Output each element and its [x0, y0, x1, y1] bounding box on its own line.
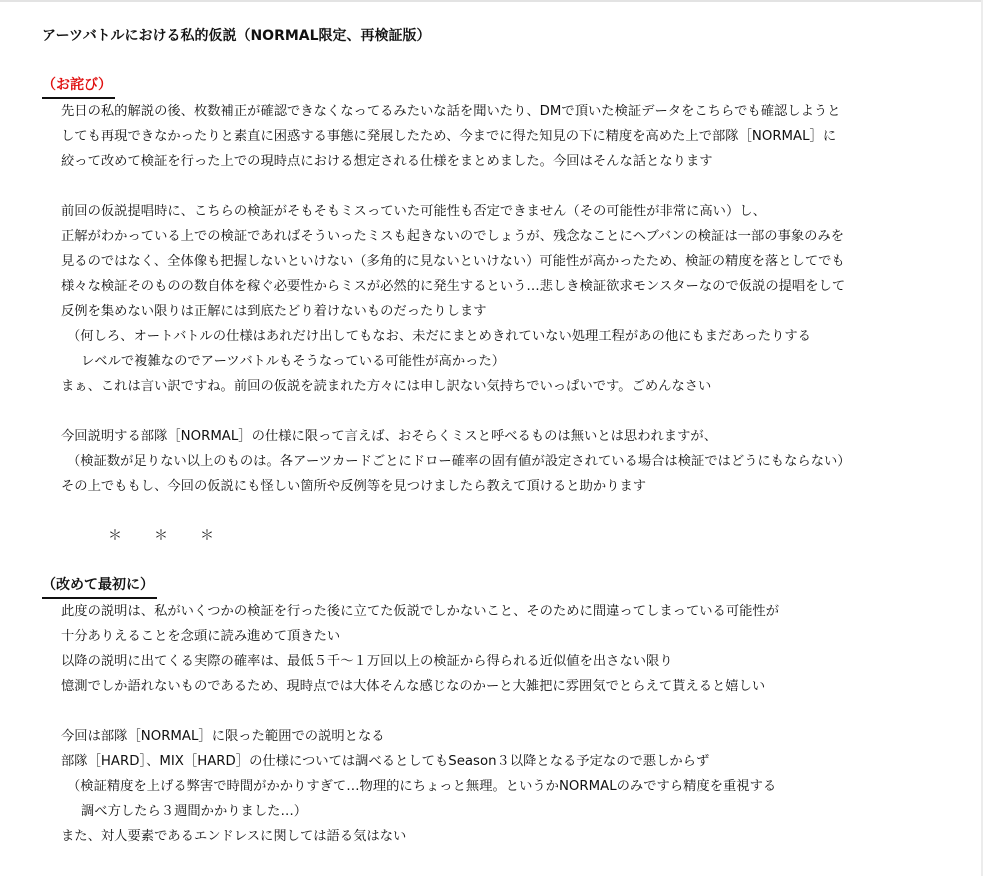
- paragraph-line: 十分ありえることを念頭に読み進めて頂きたい: [61, 629, 341, 644]
- paragraph-line: その上でももし、今回の仮説にも怪しい箇所や反例等を見つけましたら教えて頂けると助かります: [61, 479, 647, 494]
- paragraph-line: 見るのではなく、全体像も把握しないといけない（多角的に見ないといけない）可能性が高かったため、検証の精度を落としてでも: [61, 254, 845, 269]
- paragraph-line: 此度の説明は、私がいくつかの検証を行った後に立てた仮説でしかないこと、そのために間違ってしまっている可能性が: [61, 604, 780, 619]
- paragraph-line: 反例を集めない限りは正解には到底たどり着けないものだったりします: [61, 304, 487, 319]
- paragraph-line: （何しろ、オートバトルの仕様はあれだけ出してもなお、未だにまとめきれていない処理工程があの他にもまだあったりする: [67, 329, 811, 344]
- section-separator: [42, 524, 977, 549]
- paragraph-line: まぁ、これは言い訳ですね。前回の仮説を読まれた方々には申し訳ない気持ちでいっぱいです。ごめんなさい: [61, 379, 712, 394]
- paragraph-line: しても再現できなかったりと素直に困惑する事態に発展したため、今までに得た知見の下に精度を高めた上で部隊［NORMAL］に: [61, 129, 837, 144]
- paragraph-line: 前回の仮説提唱時に、こちらの検証がそもそもミスっていた可能性も否定できません（その可能性が非常に高い）し、: [61, 204, 766, 219]
- paragraph-line: レベルで複雑なのでアーツバトルもそうなっている可能性が高かった）: [81, 354, 506, 369]
- blank-line: [42, 174, 977, 199]
- section-heading-intro: （改めて最初に）: [42, 574, 157, 599]
- paragraph-line: 今回は部隊［NORMAL］に限った範囲での説明となる: [61, 729, 385, 744]
- paragraph-line: 絞って改めて検証を行った上での現時点における想定される仕様をまとめました。今回はそんな話となります: [61, 154, 713, 169]
- paragraph-line: 部隊［HARD］、MIX［HARD］の仕様については調べるとしてもSeason３以降となる予定なので悪しからず: [61, 754, 710, 769]
- paragraph-line: 調べ方したら３週間かかりました…）: [81, 804, 308, 819]
- page-title: アーツバトルにおける私的仮説（NORMAL限定、再検証版）: [42, 28, 431, 44]
- section-heading-row: [42, 74, 977, 99]
- separator-asterisk: ＊: [108, 528, 122, 544]
- paragraph-line: 様々な検証そのものの数自体を稼ぐ必要性からミスが必然的に発生するという…悲しき検証欲求モンスターなので仮説の提唱をして: [61, 279, 846, 294]
- paragraph-line: 今回説明する部隊［NORMAL］の仕様に限って言えば、おそらくミスと呼べるものは無いとは思われますが、: [61, 429, 717, 444]
- paragraph-line: （検証数が足りない以上のものは。各アーツカードごとにドロー確率の固有値が設定されている場合は検証ではどうにもならない）: [67, 454, 851, 469]
- top-border: [0, 0, 983, 2]
- blank-line: [42, 49, 977, 74]
- blank-line: [42, 549, 977, 574]
- paragraph-line: 先日の私的解説の後、枚数補正が確認できなくなってるみたいな話を聞いたり、DMで頂いた検証データをこちらでも確認しようと: [61, 104, 841, 119]
- blank-line: [42, 499, 977, 524]
- document-body: [42, 24, 977, 849]
- paragraph-line: 以降の説明に出てくる実際の確率は、最低５千～１万回以上の検証から得られる近似値を出さない限り: [61, 654, 673, 669]
- blank-line: [42, 399, 977, 424]
- section-heading-row: [42, 574, 977, 599]
- paragraph-line: （検証精度を上げる弊害で時間がかかりすぎて…物理的にちょっと無理。というかNORMALのみですら精度を重視する: [67, 779, 777, 794]
- separator-asterisk: ＊: [200, 528, 214, 544]
- blank-line: [42, 699, 977, 724]
- paragraph-line: 憶測でしか語れないものであるため、現時点では大体そんな感じなのかーと大雑把に雰囲気でとらえて貰えると嬉しい: [61, 679, 766, 694]
- section-heading-apology: （お詫び）: [42, 74, 115, 99]
- separator-asterisk: ＊: [154, 528, 168, 544]
- paragraph-line: 正解がわかっている上での検証であればそういったミスも起きないのでしょうが、残念なことにヘブバンの検証は一部の事象のみを: [61, 229, 845, 244]
- paragraph-line: また、対人要素であるエンドレスに関しては語る気はない: [61, 829, 407, 844]
